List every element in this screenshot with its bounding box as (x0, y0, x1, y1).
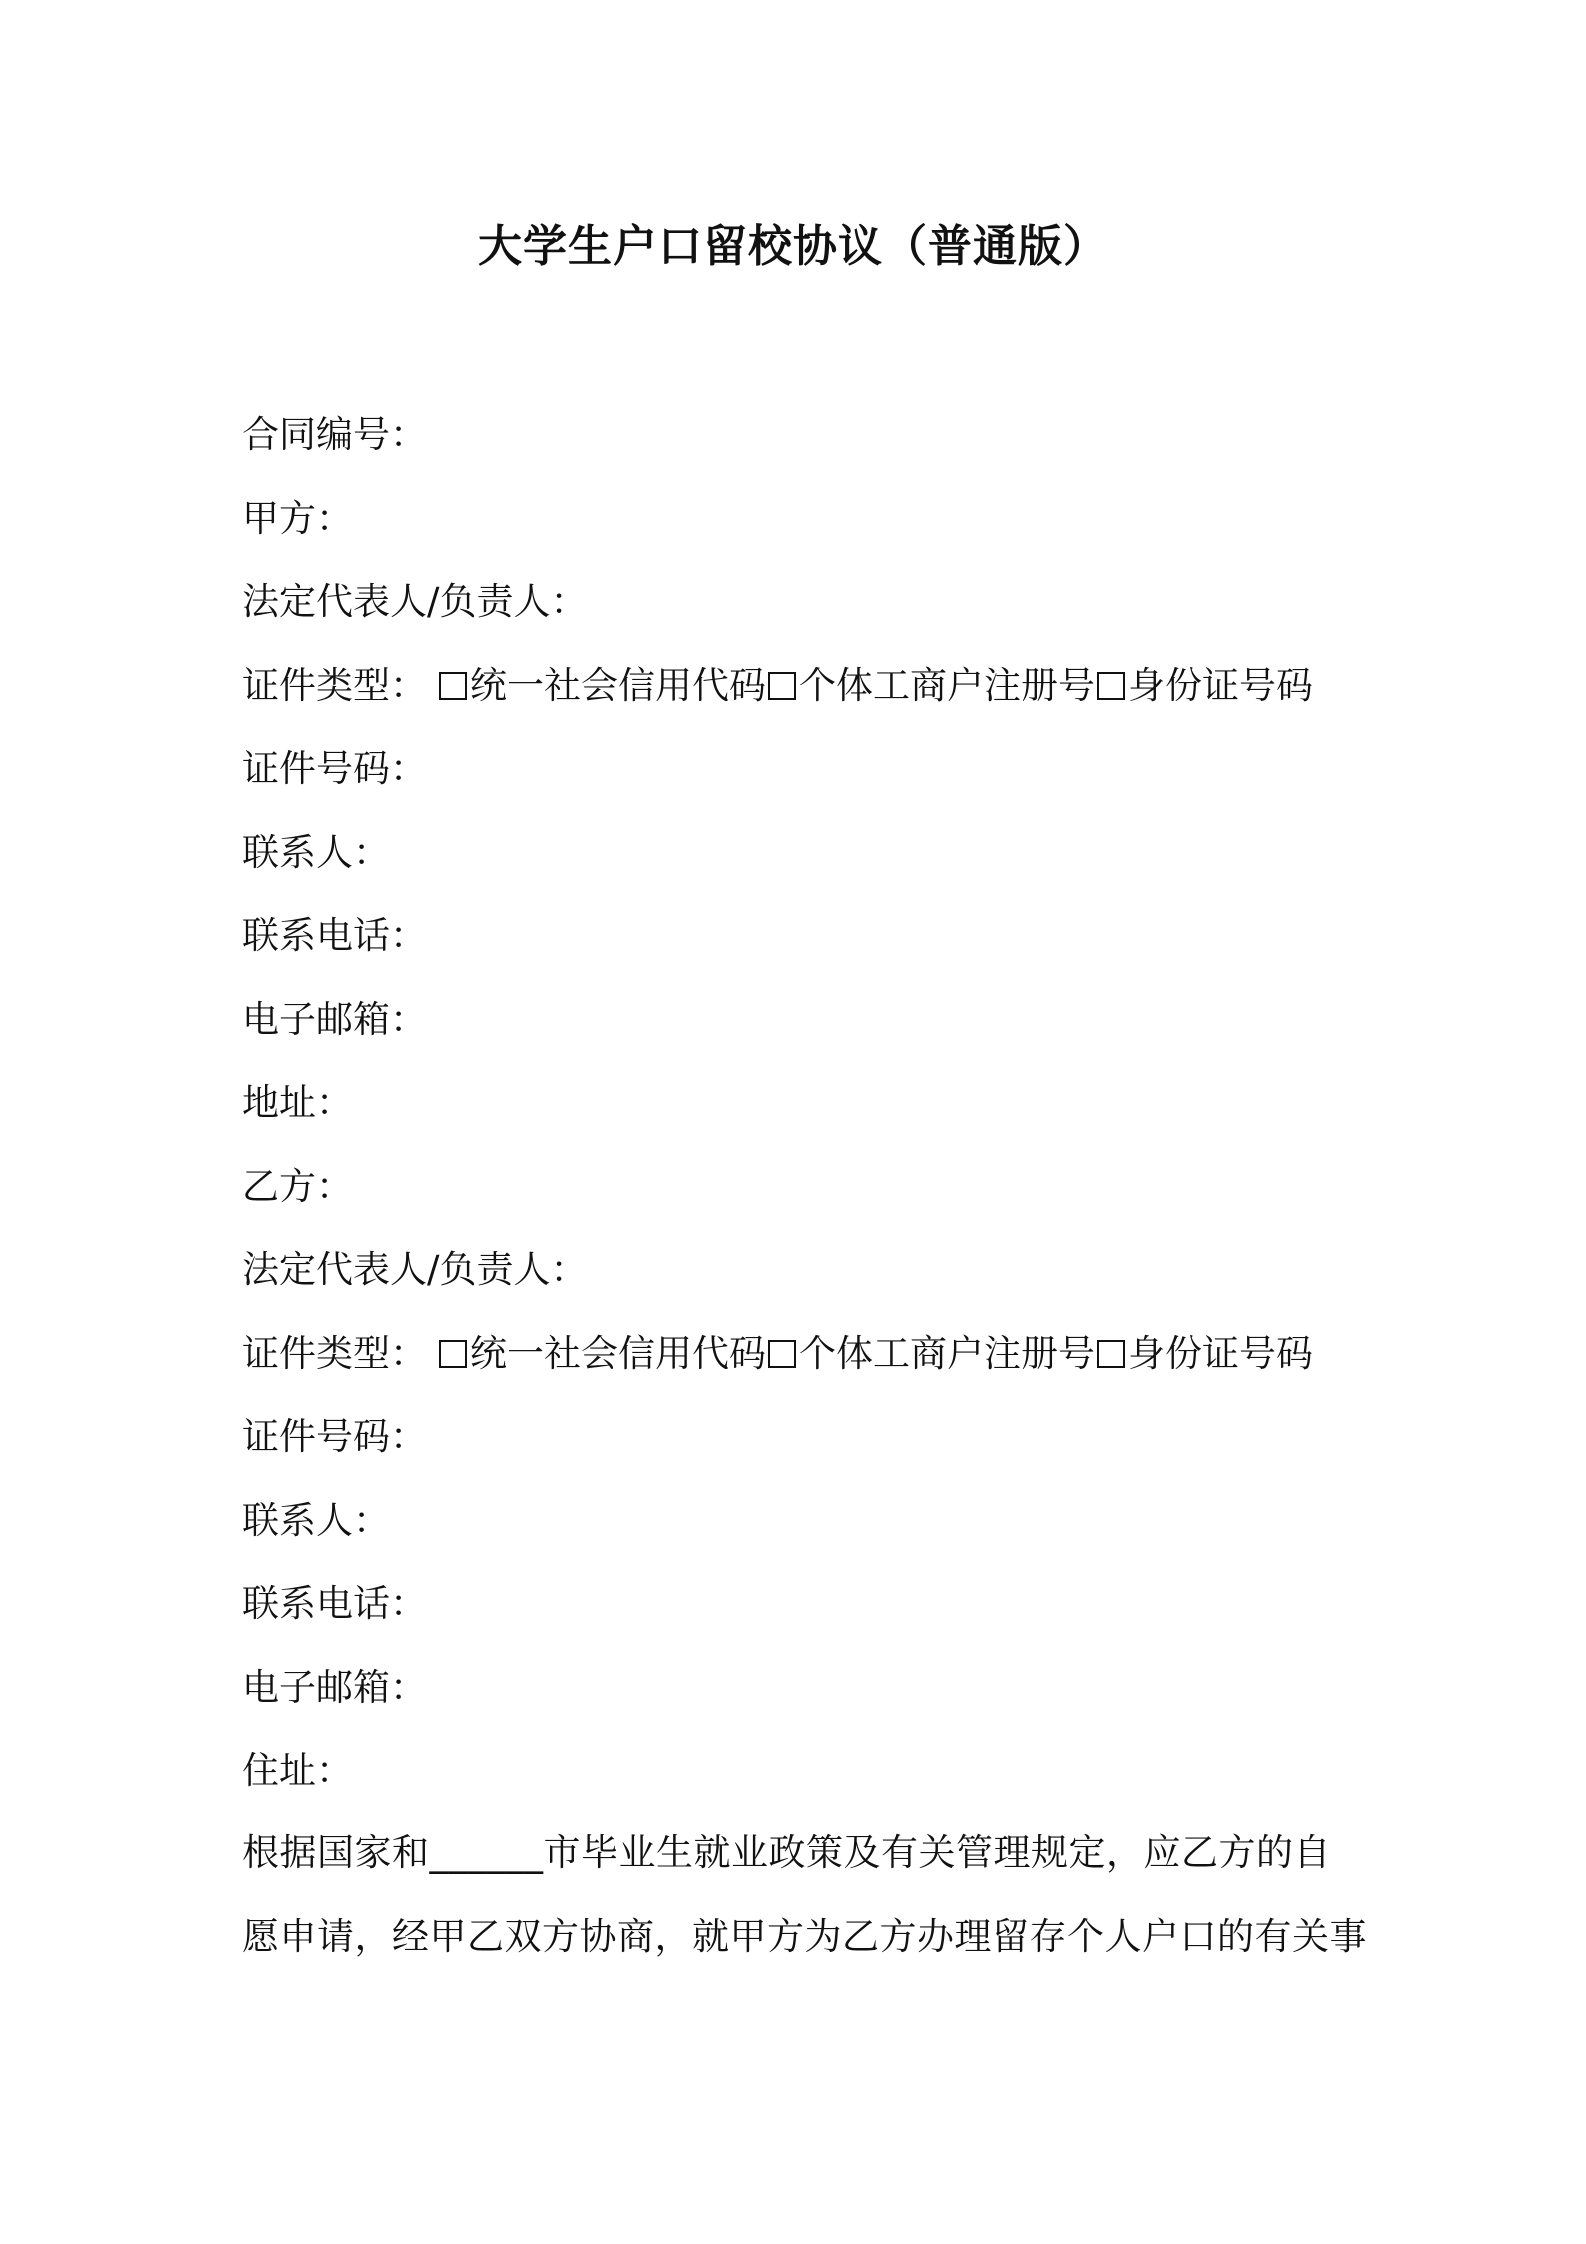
party-a-address-label: 地址： (242, 1081, 353, 1124)
party-a-email-label: 电子邮箱： (242, 997, 427, 1041)
party-a-contact-field (242, 818, 1372, 902)
body-line: 愿申请，经甲乙双方协商，就甲方为乙方办理留存个人户口的有关事 (242, 1914, 1367, 1958)
party-b-contact-field (242, 1486, 1372, 1570)
checkbox-icon[interactable] (768, 1340, 796, 1368)
party-a-id-number-field (242, 734, 1372, 818)
party-a-id-number-label: 证件号码： (242, 747, 427, 790)
party-a-field (242, 484, 1372, 568)
party-a-label: 甲方： (242, 496, 353, 540)
id-type-option[interactable] (1095, 1332, 1313, 1375)
party-a-contact-label: 联系人： (242, 830, 390, 874)
party-a-phone-label: 联系电话： (242, 914, 427, 957)
party-b-field (242, 1152, 1372, 1236)
party-a-representative-field (242, 567, 1372, 651)
checkbox-icon[interactable] (439, 1340, 467, 1368)
id-type-option-label: 身份证号码 (1128, 663, 1313, 707)
document-title: 大学生户口留校协议（普通版） (478, 221, 1108, 272)
party-b-email-label: 电子邮箱： (242, 1665, 427, 1709)
party-b-address-field (242, 1736, 1372, 1820)
party-a-id-type-options (437, 664, 1313, 707)
party-a-phone-field (242, 901, 1372, 985)
id-type-option[interactable] (437, 1332, 766, 1375)
party-b-email-field (242, 1653, 1372, 1737)
party-b-phone-label: 联系电话： (242, 1582, 427, 1625)
contract-number-label: 合同编号： (242, 413, 427, 456)
party-a-id-type-field (242, 651, 1372, 735)
party-b-id-type-options (437, 1332, 1313, 1375)
party-fields (242, 400, 1372, 1820)
id-type-option-label: 统一社会信用代码 (470, 663, 766, 707)
body-line: 根据国家和______市毕业生就业政策及有关管理规定，应乙方的自 (242, 1831, 1331, 1874)
checkbox-icon[interactable] (1097, 672, 1125, 700)
party-a-address-field (242, 1068, 1372, 1152)
party-b-phone-field (242, 1569, 1372, 1653)
party-b-representative-label: 法定代表人/负责人： (242, 1248, 588, 1291)
party-b-representative-field (242, 1235, 1372, 1319)
party-a-id-type-label: 证件类型： (242, 663, 427, 707)
id-type-option-label: 个体工商户注册号 (799, 1331, 1095, 1375)
id-type-option[interactable] (1095, 664, 1313, 707)
party-a-email-field (242, 985, 1372, 1069)
id-type-option-label: 统一社会信用代码 (470, 1331, 766, 1375)
checkbox-icon[interactable] (768, 672, 796, 700)
party-b-id-number-label: 证件号码： (242, 1415, 427, 1458)
checkbox-icon[interactable] (439, 672, 467, 700)
party-b-id-number-field (242, 1402, 1372, 1486)
id-type-option-label: 身份证号码 (1128, 1331, 1313, 1375)
party-b-label: 乙方： (242, 1164, 353, 1208)
party-b-id-type-label: 证件类型： (242, 1331, 427, 1375)
contract-number-field (242, 400, 1372, 484)
party-a-representative-label: 法定代表人/负责人： (242, 580, 588, 623)
party-b-id-type-field (242, 1319, 1372, 1403)
checkbox-icon[interactable] (1097, 1340, 1125, 1368)
party-b-contact-label: 联系人： (242, 1498, 390, 1542)
id-type-option[interactable] (766, 664, 1095, 707)
party-b-address-label: 住址： (242, 1749, 353, 1792)
id-type-option[interactable] (766, 1332, 1095, 1375)
id-type-option-label: 个体工商户注册号 (799, 663, 1095, 707)
body-paragraph (242, 1818, 1367, 1985)
id-type-option[interactable] (437, 664, 766, 707)
